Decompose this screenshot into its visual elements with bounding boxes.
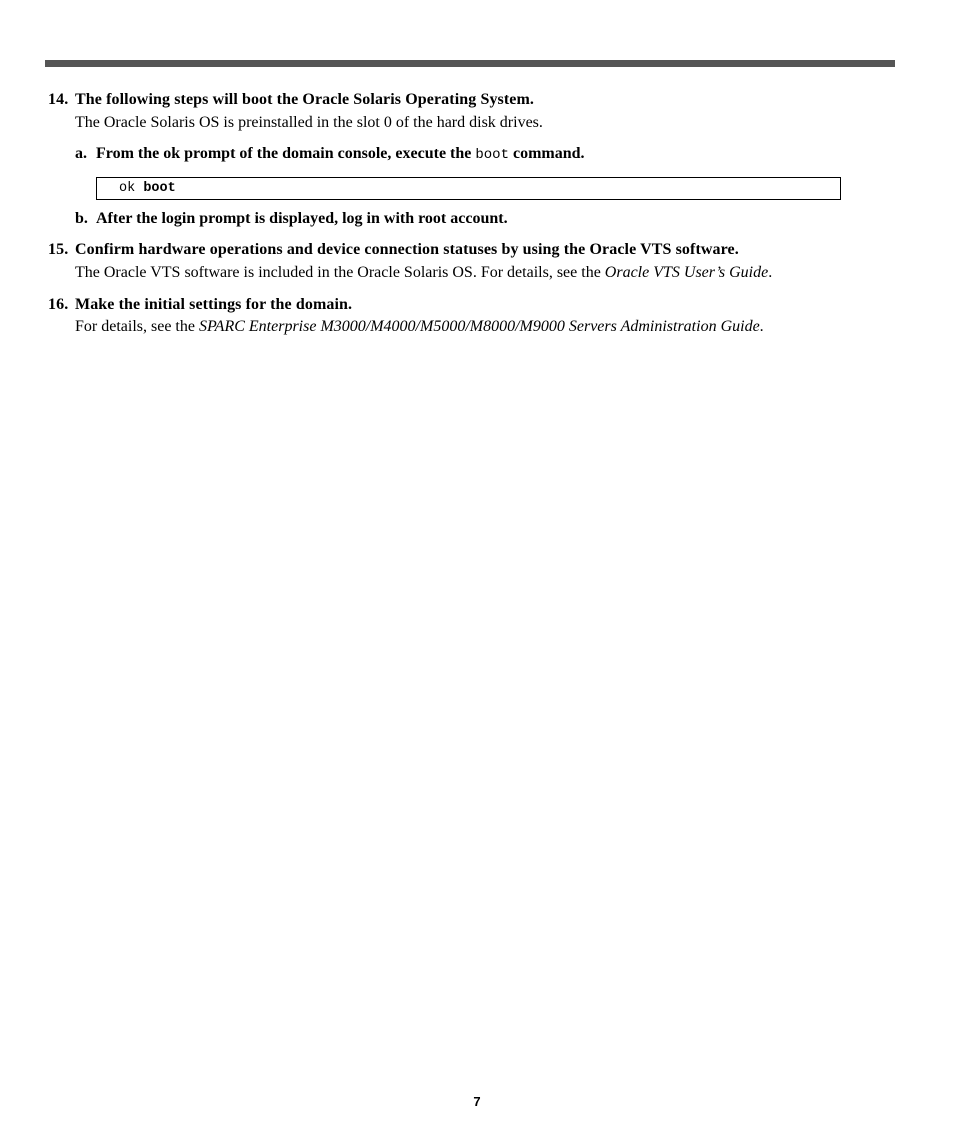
substep-text: After the login prompt is displayed, log in with root account. bbox=[96, 210, 508, 227]
step-15-body bbox=[75, 264, 772, 282]
substep-text-before: From the ok prompt of the domain console, execute the bbox=[96, 145, 476, 162]
step-number: 16. bbox=[48, 296, 69, 313]
step-16-body bbox=[75, 318, 764, 336]
code-block bbox=[96, 177, 841, 200]
step-heading-text: The following steps will boot the Oracle Solaris Operating System. bbox=[75, 91, 535, 108]
step-number: 15. bbox=[48, 241, 69, 258]
body-text: For details, see the bbox=[75, 318, 199, 335]
body-text-end: . bbox=[768, 264, 773, 281]
step-14-body: The Oracle Solaris OS is preinstalled in the slot 0 of the hard disk drives. bbox=[75, 114, 543, 131]
substep-letter: a. bbox=[75, 145, 87, 162]
step-number: 14. bbox=[48, 91, 69, 108]
code-prompt: ok bbox=[119, 181, 144, 196]
page-number: 7 bbox=[473, 1094, 481, 1109]
substep-b bbox=[75, 210, 508, 228]
body-text-end: . bbox=[759, 318, 764, 335]
body-text: The Oracle VTS software is included in the Oracle Solaris OS. For details, see the bbox=[75, 264, 605, 281]
step-15-heading bbox=[48, 241, 739, 259]
step-14-heading bbox=[48, 91, 534, 109]
guide-title: SPARC Enterprise M3000/M4000/M5000/M8000/M9000 Servers Administration Guide bbox=[198, 318, 760, 335]
substep-text-after: command. bbox=[508, 145, 585, 162]
step-heading-text: Make the initial settings for the domain. bbox=[75, 296, 353, 313]
substep-a bbox=[75, 145, 585, 163]
step-16-heading bbox=[48, 296, 352, 314]
substep-letter: b. bbox=[75, 210, 88, 227]
step-heading-text: Confirm hardware operations and device connection statuses by using the Oracle VTS software. bbox=[75, 241, 739, 258]
code-line bbox=[119, 181, 176, 196]
inline-code: boot bbox=[475, 147, 509, 163]
header-rule bbox=[45, 60, 895, 67]
guide-title: Oracle VTS User’s Guide bbox=[604, 264, 769, 281]
code-command: boot bbox=[143, 181, 176, 196]
